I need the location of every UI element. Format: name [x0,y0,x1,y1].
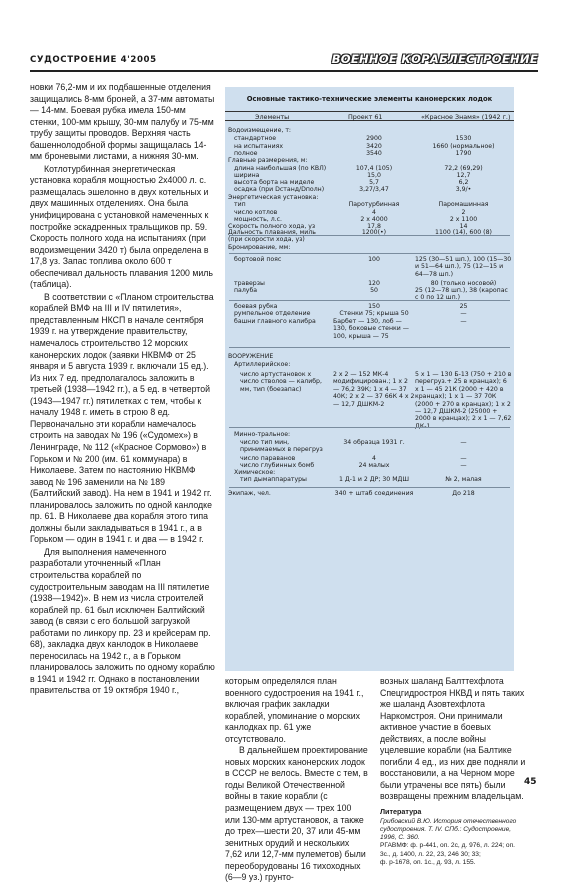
krasnoe-znamya-value: № 2, малая [445,476,482,483]
table-separator [229,427,510,428]
bottom-middle-column [225,676,368,884]
row-label: боевая рубка [234,303,278,310]
project61-value: 2900 [366,135,382,142]
paragraph: Для выполнения намеченного разработали уточненный «План строительства кораблей по судостроительным заводам на III пятилетие (1938—1942)». В нем из числа строителей кораблей пр. 61 был исключен Балтийский завод (в связи с его большой загрузкой работами по линкору пр. 23 и крейсерам пр. 68), закладка двух канлодок в Николаеве переносилась на 1942 г., а в Горьком планировалось заложить по одному кораблю в 1941 и 1942 гг. Однако в постановлении правительства от 19 октября 1940 г., [30,546,215,696]
project61-value: 15,0 [367,172,381,179]
header-elements: Элементы [255,113,290,121]
row-label: бортовой пояс [234,256,282,263]
project61-value: 120 [368,280,380,287]
project61-value: 100 [368,256,380,263]
krasnoe-znamya-value: 14 [459,223,468,230]
left-column [30,82,216,700]
paragraph: В дальнейшем проектирование новых морских канонерских лодок в СССР не велось. Вместе с тем, в годы Великой Отечественной войны в такие корабли (с размещением двух — трех 100 или 130-мм артустановок, а также до трех—шести 20, 37 или 45-мм зенитных орудий и нескольких 7,62 или 12,7-мм пулеметов) были переоборудованы 16 тихоходных (6—9 уз.) грунто- [225,745,368,883]
project61-value: Барбет — 130, лоб — 130, боковые стенки — 100, крыша — 75 [333,318,409,340]
project61-value: 1 Д-1 и 2 ДР; 30 МДШ [338,476,409,483]
project61-value: 50 [370,287,378,294]
krasnoe-znamya-value: 1790 [455,150,472,157]
project61-value: 4 [372,455,376,462]
row-label: стандартное [234,135,277,142]
row-label: длина наибольшая (по КВЛ) [234,165,327,172]
krasnoe-znamya-value: 1100 (14), 600 (8) [435,229,492,236]
krasnoe-znamya-value: 3,9/• [455,186,472,193]
krasnoe-znamya-value: — [460,310,467,317]
row-label: тип дымаппаратуры [240,476,307,483]
project61-value: 340 + штаб соединения [334,490,414,497]
row-label: число котлов [234,209,278,216]
row-label: мощность, л.с. [234,216,282,223]
row-label: полное [234,150,258,157]
project61-value: Паротурбинная [348,201,400,208]
row-label: число глубинных бомб [240,462,315,469]
paragraph: которым определялся план военного судостроения на 1941 г., включая график закладки кораблей, упоминание о морских канлодках пр. 61 уже отсутствовало. [225,676,364,744]
table-separator [229,347,510,348]
project61-value: 4 [372,209,376,216]
krasnoe-znamya-value: 125 (30—51 шп.), 100 (15—30 и 51—64 шп.), 75 (12—15 и 64—78 шп.) [415,256,512,278]
paragraph: новки 76,2-мм и их подбашенные отделения защищались 8-мм броней, а 37-мм автоматы — 14-мм. Боевая рубка имела 150-мм стенки, 100-мм крышу, 30-мм палубу и 75-мм трубу защиты проводов. Верхняя часть башеннолодобной формы защищалась 14-мм броневыми листами, а нижняя 30-мм. [30,82,215,162]
literature-item: ф. р-1678, оп. 1с., д. 93, л. 155. [380,859,476,867]
project61-value: 17,8 [367,223,381,230]
row-label: Водоизмещение, т: [228,127,292,134]
literature-item: Грибовский В.Ю. История отечественного судостроения. Т. IV. СПб.: Судостроение, 1996, С. 360. [380,817,517,842]
krasnoe-znamya-value: 2 [461,209,466,216]
row-label: румпельное отделение [234,310,311,317]
row-label: траверзы [234,280,265,287]
project61-value: 5,7 [369,179,379,186]
krasnoe-znamya-value: 12,7 [456,172,471,179]
project61-value: 2 х 2 — 152 МК-4 модифицирован.; 1 х 2 — 76,2 39К; 1 х 4 — 37 40К; 2 х 2 — 37 66К 4 х 2 — 12,7 ДШКМ-2 [333,371,415,408]
table-separator [229,487,510,488]
row-label: Химическое: [234,469,276,476]
literature-title: Литература [380,807,422,817]
header-rule [30,70,538,72]
table-title: Основные тактико-технические элементы канонерских лодок [246,95,493,103]
row-label: башни главного калибра [234,318,316,325]
row-label: Главные размерения, м: [228,157,308,164]
row-label: число параванов [240,455,296,462]
krasnoe-znamya-value: 6,2 [458,179,469,186]
project61-value: 24 малых [358,462,390,469]
row-label: осадка (при Dстанд/Dполн) [234,186,325,193]
table-separator [229,253,510,254]
row-label: тип [234,201,246,208]
row-label: Артиллерийское: [234,361,291,368]
table-header [225,111,514,121]
row-label: Дальность плавания, миль (при скорости хода, уз) [228,229,316,244]
krasnoe-znamya-value: — [460,318,467,325]
krasnoe-znamya-value: 25 [459,303,468,310]
krasnoe-znamya-value: — [460,462,467,469]
row-label: Минно-тральное: [234,431,291,438]
krasnoe-znamya-value: 2 х 1100 [449,216,478,223]
krasnoe-znamya-value: 80 (только носовой) [430,280,497,287]
table-separator [229,300,510,301]
literature-item: РГАВМФ: ф. р-441, оп. 2с, д. 976, л. 224; оп. 3с., д. 1400, л. 22, 23, 246 30; 33; [380,842,515,858]
project61-value: 34 образца 1931 г. [343,439,405,446]
header-krasnoe-znamya: «Красное Знамя» (1942 г.) [421,113,511,121]
project61-value: 3420 [366,143,382,150]
row-label: палуба [234,287,258,294]
krasnoe-znamya-value: До 218 [452,490,475,497]
krasnoe-znamya-value: — [460,455,467,462]
project61-value: 150 [368,303,380,310]
project61-value: 1200(•) [361,229,387,236]
project61-value: 3540 [366,150,382,157]
bottom-right-column [380,676,526,867]
project61-value: 2 х 4000 [360,216,388,223]
paragraph: возных шаланд Балттехфлота Спецгидростроя НКВД и пять таких же шаланд Азовтехфлота Наркомстроя. Они принимали активное участие в боевых действиях, а после войны уцелевшие корабли (на Балтике погибли 4 ед., из них две подняли и восстановили, а на Черном море были утрачены все пять) были возвращены прежним владельцам. [380,676,526,802]
table-separator [229,235,510,236]
row-label: Бронирование, мм: [228,244,291,251]
header-project61: Проект 61 [348,113,383,121]
row-label: ширина [234,172,260,179]
paragraph: Котлотурбинная энергетическая установка корабля мощностью 2х4000 л. с. размещалась эшелонно в двух котельных и двух машинных отделениях. Она была унифицирована с установкой намеченных к постройке эскадренных тральщиков пр. 59. Скорость полного хода на испытаниях (при водоизмещении 3420 т) была определена в 17,8 уз. Запас топлива около 600 т обеспечивал дальность плавания 1200 миль (таблица). [30,163,213,290]
row-label: число тип мин, принимаемых в перегруз [240,439,323,454]
row-label: ВООРУЖЕНИЕ [228,353,274,360]
row-label: на испытаниях [234,143,284,150]
row-label: Энергетическая установка: [228,194,319,201]
krasnoe-znamya-value: 5 х 1 — 130 Б-13 (750 + 210 в перегруз.+ 25 в кранцах); 6 х 1 — 45 21К (2000 + 420 в кранцах); 1 х 1 — 37 70К (2000 + 270 в кранцах); 1 х 2 — 12,7 ДШКМ-2 (25000 + 2000 в кранцах); 2 х 1 — 7,62 ДК-1 [415,371,512,430]
project61-value: 3,27/3,47 [359,186,389,193]
krasnoe-znamya-value: 1530 [455,135,472,142]
project61-value: Стенки 75; крыша 50 [339,310,409,317]
row-label: число артустановок х число стволов — калибр, мм, тип (боезапас) [240,371,322,393]
row-label: Скорость полного хода, уз [228,223,316,230]
krasnoe-znamya-value: 1660 (нормальное) [432,143,495,150]
page-header [30,52,538,68]
krasnoe-znamya-value: — [460,439,467,446]
specs-table [225,87,514,671]
paragraph: В соответствии с «Планом строительства кораблей ВМФ на III и IV пятилетия», представленным НКСП в начале сентября 1939 г. на утверждение правительству, намечалось строительство 12 морских канонерских лодок (заявки НКВМФ от 25 января и 5 августа 1939 г. включали 15 ед.). Из них 7 ед. предполагалось заложить в третьей (1938—1942 гг.), а 5 ед. в четвертой (1943—1947 гг.) пятилетках с тем, чтобы к началу 1948 г. иметь в строю 8 ед. Первоначально эти корабли намечалось строить на заводах № 196 («Судомех») в Ленинграде, № 112 («Красное Сормово») в Горьком и № 200 (им. 61 коммунара) в Николаеве. Затем по настоянию НКВМФ завод № 196 заменили на № 189 (Балтийский завод). На нем в 1941 и 1942 гг. планировалось заложить по одной канлодке пр. 61. В Николаеве два корабля этого типа должны были закладываться в 1941 г., а в Горьком — один в 1941 г. и два — в 1942 г. [30,291,214,545]
magazine-title: СУДОСТРОЕНИЕ 4'2005 [30,55,157,65]
section-title: ВОЕННОЕ КОРАБЛЕСТРОЕНИЕ [331,52,538,66]
page-number: 45 [524,777,537,787]
krasnoe-znamya-value: 72,2 (69,29) [444,165,483,172]
row-label: Экипаж, чел. [228,490,271,497]
krasnoe-znamya-value: 25 (12—78 шп.), 38 (каропас с 0 по 12 шп.) [415,287,508,302]
project61-value: 107,4 (105) [355,165,393,172]
row-label: высота борта на миделе [234,179,315,186]
krasnoe-znamya-value: Паромашинная [438,201,489,208]
